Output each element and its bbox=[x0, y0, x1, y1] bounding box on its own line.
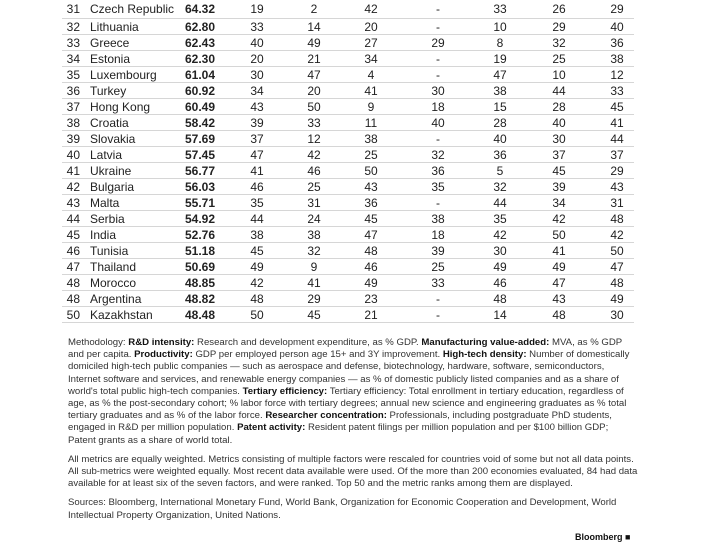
rank-cell: 34 bbox=[66, 52, 80, 66]
country-cell: Bulgaria bbox=[90, 180, 135, 194]
metric-5-cell: 33 bbox=[493, 2, 507, 16]
metric-5-cell: 5 bbox=[496, 164, 504, 178]
metric-5-cell: 42 bbox=[493, 228, 507, 242]
metric-2-cell: 29 bbox=[307, 292, 321, 306]
metric-3-cell: 21 bbox=[364, 308, 378, 322]
notes-section bbox=[68, 337, 638, 529]
metric-7-cell: 43 bbox=[610, 180, 624, 194]
metric-3-cell: 43 bbox=[364, 180, 378, 194]
rank-cell: 32 bbox=[66, 20, 80, 34]
metric-6-cell: 45 bbox=[552, 164, 566, 178]
metric-6-cell: 47 bbox=[552, 276, 566, 290]
metric-5-cell: 30 bbox=[493, 244, 507, 258]
metric-2-cell: 32 bbox=[307, 244, 321, 258]
metric-1-cell: 49 bbox=[250, 260, 264, 274]
metric-5-cell: 48 bbox=[493, 292, 507, 306]
score-cell: 64.32 bbox=[184, 2, 215, 16]
methodology-label: Methodology: bbox=[68, 337, 126, 348]
score-cell: 62.30 bbox=[184, 52, 215, 66]
score-cell: 61.04 bbox=[184, 68, 215, 82]
metric-7-cell: 45 bbox=[610, 100, 624, 114]
metric-term: Patent activity: bbox=[237, 422, 306, 434]
metric-2-cell: 21 bbox=[307, 52, 321, 66]
rank-cell: 50 bbox=[66, 308, 80, 322]
methodology-parts bbox=[68, 337, 629, 446]
score-cell: 55.71 bbox=[184, 196, 215, 210]
table-row bbox=[62, 35, 634, 51]
metric-4-cell: 18 bbox=[431, 228, 445, 242]
bloomberg-logo: Bloomberg ■ bbox=[575, 532, 631, 542]
metric-4-cell: 29 bbox=[431, 36, 445, 50]
country-cell: Slovakia bbox=[90, 132, 136, 146]
metric-term: Manufacturing value-added: bbox=[421, 337, 550, 348]
metric-2-cell: 9 bbox=[310, 260, 318, 274]
score-cell: 52.76 bbox=[184, 228, 215, 242]
metric-definition: MVA, as % GDP and per capita. bbox=[68, 337, 623, 361]
metric-7-cell: 29 bbox=[610, 164, 624, 178]
metric-7-cell: 42 bbox=[610, 228, 624, 242]
metric-6-cell: 30 bbox=[552, 132, 566, 146]
metric-7-cell: 33 bbox=[610, 84, 624, 98]
metric-2-cell: 33 bbox=[307, 116, 321, 130]
metric-6-cell: 48 bbox=[552, 308, 566, 322]
table-row bbox=[62, 131, 634, 147]
metric-6-cell: 25 bbox=[552, 52, 566, 66]
metric-5-cell: 19 bbox=[493, 52, 507, 66]
metric-5-cell: 35 bbox=[493, 212, 507, 226]
metric-5-cell: 32 bbox=[493, 180, 507, 194]
rank-cell: 40 bbox=[66, 148, 80, 162]
metric-term: R&D intensity: bbox=[128, 337, 195, 348]
score-cell: 50.69 bbox=[184, 260, 215, 274]
score-cell: 58.42 bbox=[184, 116, 215, 130]
table-row bbox=[62, 211, 634, 227]
table-row bbox=[62, 243, 634, 259]
metric-1-cell: 35 bbox=[250, 196, 264, 210]
score-cell: 56.03 bbox=[184, 180, 215, 194]
metric-2-cell: 2 bbox=[310, 2, 318, 16]
table-row bbox=[62, 67, 634, 83]
metric-6-cell: 44 bbox=[552, 84, 566, 98]
metric-3-cell: 46 bbox=[364, 260, 378, 274]
methodology-note bbox=[68, 337, 638, 447]
metric-1-cell: 33 bbox=[250, 20, 264, 34]
metric-2-cell: 47 bbox=[307, 68, 321, 82]
metric-1-cell: 39 bbox=[250, 116, 264, 130]
metric-4-cell: 30 bbox=[431, 84, 445, 98]
rank-cell: 39 bbox=[66, 132, 80, 146]
table-row bbox=[62, 99, 634, 115]
metric-3-cell: 20 bbox=[364, 20, 378, 34]
metric-5-cell: 14 bbox=[493, 308, 507, 322]
metric-4-cell: - bbox=[436, 20, 440, 34]
metric-5-cell: 28 bbox=[493, 116, 507, 130]
table-row bbox=[62, 179, 634, 195]
table-row bbox=[62, 227, 634, 243]
metric-6-cell: 41 bbox=[552, 244, 566, 258]
metric-3-cell: 23 bbox=[364, 292, 378, 306]
metric-3-cell: 9 bbox=[367, 100, 375, 114]
country-cell: Ukraine bbox=[90, 164, 132, 178]
metric-3-cell: 25 bbox=[364, 148, 378, 162]
metric-7-cell: 36 bbox=[610, 36, 624, 50]
metric-1-cell: 48 bbox=[250, 292, 264, 306]
table-row bbox=[62, 307, 634, 323]
metric-7-cell: 48 bbox=[610, 212, 624, 226]
metric-6-cell: 28 bbox=[552, 100, 566, 114]
country-cell: Serbia bbox=[90, 212, 125, 226]
metric-7-cell: 44 bbox=[610, 132, 624, 146]
metric-1-cell: 42 bbox=[250, 276, 264, 290]
metric-5-cell: 36 bbox=[493, 148, 507, 162]
metric-term: Researcher concentration: bbox=[265, 410, 387, 422]
metric-3-cell: 47 bbox=[364, 228, 378, 242]
rank-cell: 31 bbox=[66, 2, 80, 16]
weighting-note: All metrics are equally weighted. Metrics consisting of multiple factors were rescaled for countries void of some but not all data points. All sub-metrics were weighted equally. Most recent data available were used. Of the more than 200 economies evaluated, 84 had data available for at least six of the seven factors, and were ranked. Top 50 and the metric ranks among them are displayed. bbox=[68, 453, 638, 490]
rank-cell: 37 bbox=[66, 100, 80, 114]
metric-1-cell: 43 bbox=[250, 100, 264, 114]
table-row bbox=[62, 115, 634, 131]
metric-2-cell: 24 bbox=[307, 212, 321, 226]
metric-7-cell: 30 bbox=[610, 308, 624, 322]
table-row bbox=[62, 19, 634, 35]
metric-6-cell: 49 bbox=[552, 260, 566, 274]
country-cell: Kazakhstan bbox=[90, 308, 153, 322]
metric-6-cell: 50 bbox=[552, 228, 566, 242]
metric-2-cell: 31 bbox=[307, 196, 321, 210]
table-row bbox=[62, 275, 634, 291]
table-row bbox=[62, 0, 634, 19]
score-cell: 62.80 bbox=[184, 20, 215, 34]
table-row bbox=[62, 291, 634, 307]
metric-1-cell: 20 bbox=[250, 52, 264, 66]
metric-4-cell: - bbox=[436, 308, 440, 322]
country-cell: Greece bbox=[90, 36, 130, 50]
score-cell: 51.18 bbox=[184, 244, 215, 258]
metric-3-cell: 11 bbox=[364, 116, 378, 130]
metric-7-cell: 12 bbox=[610, 68, 624, 82]
metric-5-cell: 49 bbox=[493, 260, 507, 274]
metric-1-cell: 38 bbox=[250, 228, 264, 242]
metric-term: Productivity: bbox=[134, 349, 193, 361]
metric-1-cell: 40 bbox=[250, 36, 264, 50]
metric-2-cell: 42 bbox=[307, 148, 321, 162]
ranking-table bbox=[62, 0, 634, 323]
rank-cell: 48 bbox=[66, 292, 80, 306]
metric-4-cell: - bbox=[436, 68, 440, 82]
rank-cell: 45 bbox=[66, 228, 80, 242]
score-cell: 57.69 bbox=[184, 132, 215, 146]
metric-2-cell: 45 bbox=[307, 308, 321, 322]
metric-2-cell: 50 bbox=[307, 100, 321, 114]
metric-6-cell: 42 bbox=[552, 212, 566, 226]
metric-4-cell: - bbox=[436, 2, 440, 16]
metric-4-cell: 33 bbox=[431, 276, 445, 290]
country-cell: Estonia bbox=[90, 52, 131, 66]
score-cell: 62.43 bbox=[184, 36, 215, 50]
metric-4-cell: 35 bbox=[431, 180, 445, 194]
metric-3-cell: 27 bbox=[364, 36, 378, 50]
score-cell: 48.85 bbox=[184, 276, 215, 290]
metric-4-cell: - bbox=[436, 292, 440, 306]
metric-5-cell: 8 bbox=[496, 36, 504, 50]
metric-3-cell: 49 bbox=[364, 276, 378, 290]
rank-cell: 46 bbox=[66, 244, 80, 258]
metric-3-cell: 50 bbox=[364, 164, 378, 178]
metric-1-cell: 19 bbox=[250, 2, 264, 16]
country-cell: Czech Republic bbox=[90, 2, 175, 16]
rank-cell: 41 bbox=[66, 164, 80, 178]
metric-3-cell: 41 bbox=[364, 84, 378, 98]
metric-2-cell: 14 bbox=[307, 20, 321, 34]
metric-7-cell: 49 bbox=[610, 292, 624, 306]
metric-1-cell: 47 bbox=[250, 148, 264, 162]
metric-definition: Research and development expenditure, as % GDP. bbox=[194, 337, 422, 348]
metric-4-cell: 38 bbox=[431, 212, 445, 226]
metric-5-cell: 10 bbox=[493, 20, 507, 34]
rank-cell: 47 bbox=[66, 260, 80, 274]
rank-cell: 44 bbox=[66, 212, 80, 226]
table-row bbox=[62, 83, 634, 99]
score-cell: 48.48 bbox=[184, 308, 215, 322]
metric-7-cell: 41 bbox=[610, 116, 624, 130]
metric-1-cell: 44 bbox=[250, 212, 264, 226]
metric-1-cell: 37 bbox=[250, 132, 264, 146]
metric-7-cell: 38 bbox=[610, 52, 624, 66]
metric-5-cell: 44 bbox=[493, 196, 507, 210]
metric-2-cell: 49 bbox=[307, 36, 321, 50]
metric-4-cell: 39 bbox=[431, 244, 445, 258]
metric-1-cell: 50 bbox=[250, 308, 264, 322]
metric-term: High-tech density: bbox=[442, 349, 527, 361]
country-cell: Tunisia bbox=[90, 244, 129, 258]
metric-6-cell: 39 bbox=[552, 180, 566, 194]
metric-6-cell: 10 bbox=[552, 68, 566, 82]
metric-definition: Professionals, including postgraduate PhD students, engaged in R&D per million population. bbox=[68, 410, 612, 434]
metric-1-cell: 45 bbox=[250, 244, 264, 258]
metric-3-cell: 4 bbox=[367, 68, 375, 82]
metric-definition: Resident patent filings per million population and per $100 billion GDP; Patent grants as a share of world total. bbox=[68, 422, 609, 446]
country-cell: Latvia bbox=[90, 148, 123, 162]
metric-definition: GDP per employed person age 15+ and 3Y improvement. bbox=[192, 349, 443, 361]
metric-6-cell: 43 bbox=[552, 292, 566, 306]
metric-4-cell: - bbox=[436, 52, 440, 66]
metric-1-cell: 41 bbox=[250, 164, 264, 178]
metric-term: Tertiary efficiency: bbox=[242, 385, 328, 397]
metric-7-cell: 48 bbox=[610, 276, 624, 290]
country-cell: Croatia bbox=[90, 116, 129, 130]
metric-5-cell: 47 bbox=[493, 68, 507, 82]
metric-4-cell: - bbox=[436, 196, 440, 210]
metric-4-cell: 32 bbox=[431, 148, 445, 162]
metric-7-cell: 47 bbox=[610, 260, 624, 274]
table-row bbox=[62, 51, 634, 67]
metric-4-cell: 18 bbox=[431, 100, 445, 114]
metric-6-cell: 40 bbox=[552, 116, 566, 130]
table-row bbox=[62, 259, 634, 275]
metric-5-cell: 15 bbox=[493, 100, 507, 114]
metric-3-cell: 38 bbox=[364, 132, 378, 146]
country-cell: Thailand bbox=[90, 260, 137, 274]
metric-3-cell: 45 bbox=[364, 212, 378, 226]
metric-3-cell: 48 bbox=[364, 244, 378, 258]
score-cell: 56.77 bbox=[184, 164, 215, 178]
score-cell: 54.92 bbox=[184, 212, 215, 226]
score-cell: 48.82 bbox=[184, 292, 215, 306]
metric-3-cell: 42 bbox=[364, 2, 378, 16]
metric-5-cell: 40 bbox=[493, 132, 507, 146]
metric-5-cell: 46 bbox=[493, 276, 507, 290]
metric-definition: Tertiary efficiency: Total enrollment in tertiary education, regardless of age, as % the post-secondary cohort; % labor force with tertiary degrees; annual new science and engineering graduates as % total tertiary graduates and as % of the labor force. bbox=[68, 385, 627, 422]
rank-cell: 48 bbox=[66, 276, 80, 290]
metric-2-cell: 12 bbox=[307, 132, 321, 146]
metric-1-cell: 30 bbox=[250, 68, 264, 82]
country-cell: Hong Kong bbox=[90, 100, 151, 114]
country-cell: Turkey bbox=[90, 84, 127, 98]
score-cell: 57.45 bbox=[184, 148, 215, 162]
rank-cell: 42 bbox=[66, 180, 80, 194]
rank-cell: 36 bbox=[66, 84, 80, 98]
metric-2-cell: 46 bbox=[307, 164, 321, 178]
score-cell: 60.92 bbox=[184, 84, 215, 98]
table-row bbox=[62, 163, 634, 179]
rank-cell: 33 bbox=[66, 36, 80, 50]
metric-2-cell: 20 bbox=[307, 84, 321, 98]
rank-cell: 38 bbox=[66, 116, 80, 130]
country-cell: Argentina bbox=[90, 292, 142, 306]
metric-6-cell: 34 bbox=[552, 196, 566, 210]
metric-7-cell: 29 bbox=[610, 2, 624, 16]
table-row bbox=[62, 147, 634, 163]
metric-2-cell: 41 bbox=[307, 276, 321, 290]
country-cell: Luxembourg bbox=[90, 68, 157, 82]
table-row bbox=[62, 195, 634, 211]
metric-definition: Number of domestically domiciled high-tech public companies — such as aerospace and defense, biotechnology, hardware, software, semiconductors, Internet software and services, and renewable energy companies — as % of domestic publicly listed companies and as a share of world's total public high-tech companies. bbox=[68, 349, 630, 397]
country-cell: Lithuania bbox=[90, 20, 139, 34]
metric-3-cell: 34 bbox=[364, 52, 378, 66]
metric-4-cell: 25 bbox=[431, 260, 445, 274]
sources-note: Sources: Bloomberg, International Monetary Fund, World Bank, Organization for Economic Cooperation and Development, World Intellectual Property Organization, United Nations. bbox=[68, 497, 617, 521]
metric-4-cell: - bbox=[436, 132, 440, 146]
metric-7-cell: 40 bbox=[610, 20, 624, 34]
metric-6-cell: 26 bbox=[552, 2, 566, 16]
metric-4-cell: 40 bbox=[431, 116, 445, 130]
metric-7-cell: 50 bbox=[610, 244, 624, 258]
metric-6-cell: 32 bbox=[552, 36, 566, 50]
metric-7-cell: 31 bbox=[610, 196, 624, 210]
score-cell: 60.49 bbox=[184, 100, 215, 114]
metric-4-cell: 36 bbox=[431, 164, 445, 178]
country-cell: Malta bbox=[90, 196, 120, 210]
metric-2-cell: 25 bbox=[307, 180, 321, 194]
rank-cell: 43 bbox=[66, 196, 80, 210]
rank-cell: 35 bbox=[66, 68, 80, 82]
metric-6-cell: 37 bbox=[552, 148, 566, 162]
metric-6-cell: 29 bbox=[552, 20, 566, 34]
metric-7-cell: 37 bbox=[610, 148, 624, 162]
country-cell: Morocco bbox=[90, 276, 137, 290]
country-cell: India bbox=[90, 228, 117, 242]
metric-3-cell: 36 bbox=[364, 196, 378, 210]
metric-1-cell: 46 bbox=[250, 180, 264, 194]
metric-2-cell: 38 bbox=[307, 228, 321, 242]
metric-5-cell: 38 bbox=[493, 84, 507, 98]
metric-1-cell: 34 bbox=[250, 84, 264, 98]
